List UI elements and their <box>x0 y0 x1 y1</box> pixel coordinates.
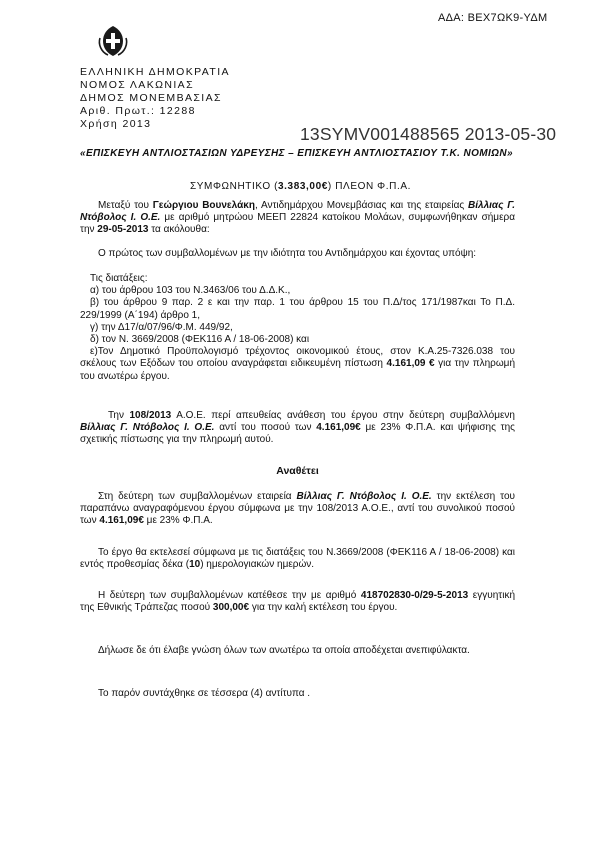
guarantee-amount: 300,00€ <box>212 602 250 614</box>
org-line-country: ΕΛΛΗΝΙΚΗ ΔΗΜΟΚΡΑΤΙΑ <box>80 66 230 78</box>
org-line-municipality: ΔΗΜΟΣ ΜΟΝΕΜΒΑΣΙΑΣ <box>80 92 222 104</box>
agreement-date: 29-05-2013 <box>97 224 149 236</box>
ada-code: ΑΔΑ: ΒΕΧ7ΩΚ9-ΥΔΜ <box>438 12 548 24</box>
org-line-prefecture: ΝΟΜΟΣ ΛΑΚΩΝΙΑΣ <box>80 79 194 91</box>
mayor-name: Γεώργιου Βουνελάκη <box>152 200 255 211</box>
company-name: Βίλλιας Γ. Ντόβολος Ι. Ο.Ε. <box>80 200 516 224</box>
provisions-list <box>80 273 515 383</box>
provision-item: γ) την Δ17/α/07/96/Φ.Μ. 449/92, <box>90 321 233 333</box>
intro-paragraph: Μεταξύ του Γεώργιου Βουνελάκη, Αντιδημάρχου Μονεμβάσιας και της εταιρείας Βίλλιας Γ. Ντόβολος Ι. Ο.Ε. με αριθμό μητρώου ΜΕΕΠ 22824 κατοίκου Μολάων, συμφωνήθηκαν σήμερα την 29-05-2013 τα ακόλουθα: <box>80 200 516 236</box>
execution-paragraph: Το έργο θα εκτελεσεί σύμφωνα με τις διατάξεις του Ν.3669/2008 (ΦΕΚ116 Α / 18-06-2008) και εντός προθεσμίας δέκα (10) ημερολογιακών ημερών. <box>80 547 515 571</box>
considering-lead: Ο πρώτος των συμβαλλομένων με την ιδιότητα του Αντιδημάρχου και έχοντας υπόψη: <box>98 248 477 259</box>
greek-state-emblem-icon <box>96 24 130 58</box>
decision-number: 108/2013 <box>129 410 172 421</box>
fiscal-year: Χρήση 2013 <box>80 118 152 130</box>
guarantee-number: 418702830-0/29-5-2013 <box>360 590 469 601</box>
project-title: «ΕΠΙΣΚΕΥΗ ΑΝΤΛΙΟΣΤΑΣΙΩΝ ΥΔΡΕΥΣΗΣ – ΕΠΙΣΚΕΥΗ ΑΝΤΛΙΟΣΤΑΣΙΟΥ Τ.Κ. ΝΟΜΙΩΝ» <box>80 148 513 159</box>
provision-item: β) του άρθρου 9 παρ. 2 ε και την παρ. 1 του άρθρου 15 του Π.Δ/τος 171/1987και Το Π.Δ. 229/1999 (Α΄194) άρθρο 1, <box>80 297 515 321</box>
provision-item: δ) τον Ν. 3669/2008 (ΦΕΚ116 Α / 18-06-2008) και <box>90 334 310 346</box>
deadline-days: 10 <box>189 559 201 571</box>
protocol-number: Αριθ. Πρωτ.: 12288 <box>80 105 196 117</box>
budget-amount: 4.161,09 € <box>386 358 435 370</box>
provisions-label: Τις διατάξεις: <box>90 273 148 284</box>
copies-paragraph: Το παρόν συντάχθηκε σε τέσσερα (4) αντίτυπα . <box>98 688 311 699</box>
provision-item: α) του άρθρου 103 του Ν.3463/06 του Δ.Δ.Κ., <box>90 285 291 297</box>
assigns-heading: Αναθέτει <box>276 465 319 477</box>
acknowledgement-paragraph: Δήλωσε δε ότι έλαβε γνώση όλων των ανωτέρω τα οποία αποδέχεται ανεπιφύλακτα. <box>98 645 470 656</box>
decision-paragraph: Την 108/2013 Α.Ο.Ε. περί απευθείας ανάθεση του έργου στην δεύτερη συμβαλλόμενη Βίλλιας Γ. Ντόβολος Ι. Ο.Ε. αντί του ποσού των 4.161,09€ με 23% Φ.Π.Α. και ψήφισης της σχετικής πίστωσης για την πληρωμή αυτού. <box>80 410 515 446</box>
agreement-title: ΣΥΜΦΩΝΗΤΙΚΟ (3.383,00€) ΠΛΕΟΝ Φ.Π.Α. <box>190 181 411 192</box>
budget-provision: ε)Τον Δημοτικό Προϋπολογισμό τρέχοντος οικονομικού έτους, στον Κ.Α.25-7326.038 του σκέλους των Εξόδων του οποίου αναγράφεται ειδικευμένη πίστωση 4.161,09 € για την πληρωμή του ανωτέρω έργου. <box>80 346 516 382</box>
issuer-block <box>80 66 230 131</box>
agreement-amount: 3.383,00€ <box>278 181 328 192</box>
registry-code: 13SYMV001488565 2013-05-30 <box>300 124 557 144</box>
assign-paragraph: Στη δεύτερη των συμβαλλομένων εταιρεία Βίλλιας Γ. Ντόβολος Ι. Ο.Ε. την εκτέλεση του παραπάνω αναγραφόμενου έργου σύμφωνα με την 108/2013 Α.Ο.Ε., αντί του συνολικού ποσού των 4.161,09€ με 23% Φ.Π.Α. <box>80 491 515 527</box>
guarantee-paragraph: Η δεύτερη των συμβαλλομένων κατέθεσε την με αριθμό 418702830-0/29-5-2013 εγγυητική της Εθνικής Τράπεζας ποσού 300,00€ για την καλή εκτέλεση του έργου. <box>80 590 516 614</box>
